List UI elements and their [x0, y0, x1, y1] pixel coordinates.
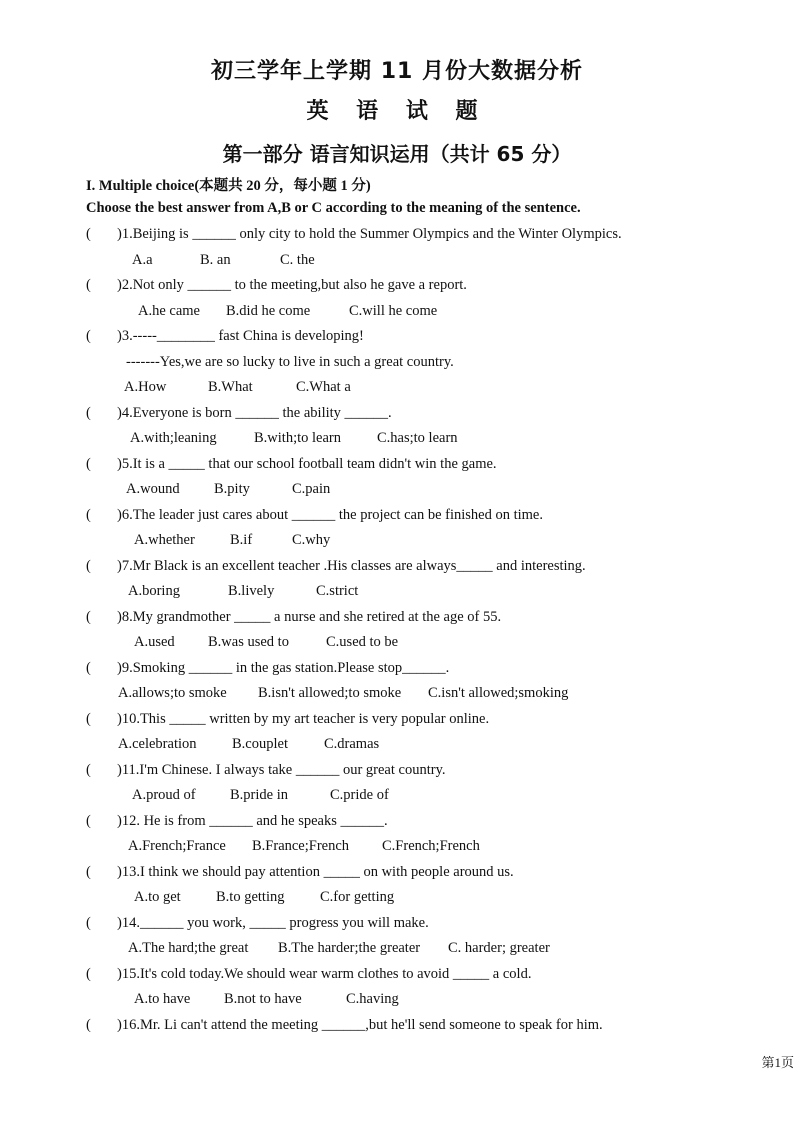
option-a: A.to have	[134, 991, 191, 1007]
dialog-line	[0, 352, 794, 378]
option-b: B.lively	[228, 583, 275, 599]
option-b: B.couplet	[232, 736, 288, 752]
option-c: C.has;to learn	[377, 430, 458, 446]
answer-bracket: (	[86, 506, 91, 523]
options-row	[0, 428, 794, 454]
options-row	[0, 581, 794, 607]
question-text: )15.It's cold today.We should wear warm clothes to avoid _____ a cold.	[117, 965, 532, 982]
options-row	[0, 734, 794, 760]
option-c: C.strict	[316, 583, 359, 599]
option-b: B.was used to	[208, 634, 289, 650]
option-c: C.having	[346, 991, 399, 1007]
option-a: A.to get	[134, 889, 181, 905]
option-a: A.The hard;the great	[128, 940, 249, 956]
section-instruction: Choose the best answer from A,B or C according to the meaning of the sentence.	[86, 200, 581, 216]
question-text: )5.It is a _____ that our school football team didn't win the game.	[117, 455, 497, 472]
question-text: )7.Mr Black is an excellent teacher .His classes are always_____ and interesting.	[117, 557, 586, 574]
option-a: A.a	[132, 251, 153, 268]
answer-bracket: (	[86, 659, 91, 676]
question-row	[0, 224, 794, 250]
option-c: C.dramas	[324, 736, 380, 752]
answer-bracket: (	[86, 863, 91, 880]
option-a: A.wound	[126, 481, 180, 497]
question-row	[0, 454, 794, 480]
option-a: A.proud of	[132, 787, 196, 803]
options-row	[0, 785, 794, 811]
option-a: A.with;leaning	[130, 430, 217, 446]
dialog-text: -------Yes,we are so lucky to live in such a great country.	[126, 353, 454, 370]
option-c: C. the	[280, 251, 315, 268]
answer-bracket: (	[86, 914, 91, 931]
question-text: )8.My grandmother _____ a nurse and she retired at the age of 55.	[117, 608, 502, 625]
option-c: C.French;French	[382, 838, 480, 854]
options-row	[0, 301, 794, 327]
option-b: B.What	[208, 379, 253, 395]
question-row	[0, 607, 794, 633]
option-b: B.isn't allowed;to smoke	[258, 685, 402, 701]
answer-bracket: (	[86, 608, 91, 625]
section-heading: I. Multiple choice(本题共 20 分，每小题 1 分)	[86, 178, 371, 194]
question-row	[0, 403, 794, 429]
option-a: A.allows;to smoke	[118, 685, 227, 701]
option-b: B.with;to learn	[254, 430, 341, 446]
option-c: C.will he come	[349, 302, 438, 319]
question-row	[0, 658, 794, 684]
option-c: C.What a	[296, 379, 351, 395]
option-a: A.French;France	[128, 838, 226, 854]
question-text: )10.This _____ written by my art teacher is very popular online.	[117, 710, 490, 727]
options-row	[0, 683, 794, 709]
option-b: B.pride in	[230, 787, 288, 803]
answer-bracket: (	[86, 328, 91, 344]
option-b: B.pity	[214, 481, 250, 497]
option-a: A.he came	[138, 302, 200, 319]
options-row	[0, 632, 794, 658]
option-b: B.France;French	[252, 838, 350, 854]
option-a: A.How	[124, 379, 167, 395]
question-text: )11.I'm Chinese. I always take ______ our great country.	[117, 761, 446, 778]
question-row	[0, 1015, 794, 1041]
page-number: 第1页	[761, 1055, 794, 1070]
answer-bracket: (	[86, 812, 91, 829]
question-row	[0, 326, 794, 352]
question-row	[0, 913, 794, 939]
options-row	[0, 938, 794, 964]
exam-title: 初三学年上学期 11 月份大数据分析	[211, 59, 583, 84]
answer-bracket: (	[86, 965, 91, 982]
question-row	[0, 505, 794, 531]
option-c: C.for getting	[320, 889, 395, 905]
option-c: C.isn't allowed;smoking	[428, 685, 569, 701]
exam-subject: 英 语 试 题	[306, 99, 488, 124]
answer-bracket: (	[86, 404, 91, 421]
question-row	[0, 760, 794, 786]
option-a: A.celebration	[118, 736, 197, 752]
question-text: )2.Not only ______ to the meeting,but also he gave a report.	[117, 277, 467, 293]
question-text: )14.______ you work, _____ progress you will make.	[117, 914, 429, 931]
answer-bracket: (	[86, 557, 91, 574]
question-text: )6.The leader just cares about ______ the project can be finished on time.	[117, 506, 543, 523]
answer-bracket: (	[86, 761, 91, 778]
option-b: B.not to have	[224, 991, 302, 1007]
question-text: )12. He is from ______ and he speaks ______.	[117, 812, 388, 829]
question-text: )16.Mr. Li can't attend the meeting ______,but he'll send someone to speak for him.	[117, 1016, 603, 1033]
question-row	[0, 275, 794, 301]
options-row	[0, 377, 794, 403]
options-row	[0, 989, 794, 1015]
part-title: 第一部分 语言知识运用（共计 65 分）	[222, 142, 572, 166]
option-b: B. an	[200, 251, 231, 268]
option-b: B.The harder;the greater	[278, 940, 421, 956]
answer-bracket: (	[86, 226, 91, 242]
answer-bracket: (	[86, 277, 91, 293]
option-c: C.why	[292, 532, 331, 548]
question-text: )1.Beijing is ______ only city to hold the Summer Olympics and the Winter Olympics.	[117, 226, 622, 242]
option-b: B.to getting	[216, 889, 285, 905]
option-c: C.used to be	[326, 634, 399, 650]
option-b: B.if	[230, 532, 253, 548]
options-row	[0, 887, 794, 913]
answer-bracket: (	[86, 455, 91, 472]
options-row	[0, 479, 794, 505]
option-a: A.used	[134, 634, 175, 650]
question-row	[0, 811, 794, 837]
options-row	[0, 836, 794, 862]
question-text: )9.Smoking ______ in the gas station.Please stop______.	[117, 659, 450, 676]
option-c: C. harder; greater	[448, 940, 550, 956]
answer-bracket: (	[86, 1016, 91, 1033]
question-row	[0, 862, 794, 888]
question-text: )4.Everyone is born ______ the ability ______.	[117, 404, 392, 421]
question-row	[0, 964, 794, 990]
question-row	[0, 556, 794, 582]
option-b: B.did he come	[226, 302, 311, 319]
question-row	[0, 709, 794, 735]
option-a: A.boring	[128, 583, 180, 599]
option-c: C.pain	[292, 481, 331, 497]
options-row	[0, 530, 794, 556]
question-text: )3.-----________ fast China is developing!	[117, 328, 364, 344]
options-row	[0, 250, 794, 276]
option-c: C.pride of	[330, 787, 389, 803]
question-list	[0, 224, 794, 1040]
question-text: )13.I think we should pay attention _____ on with people around us.	[117, 863, 514, 880]
answer-bracket: (	[86, 710, 91, 727]
option-a: A.whether	[134, 532, 195, 548]
